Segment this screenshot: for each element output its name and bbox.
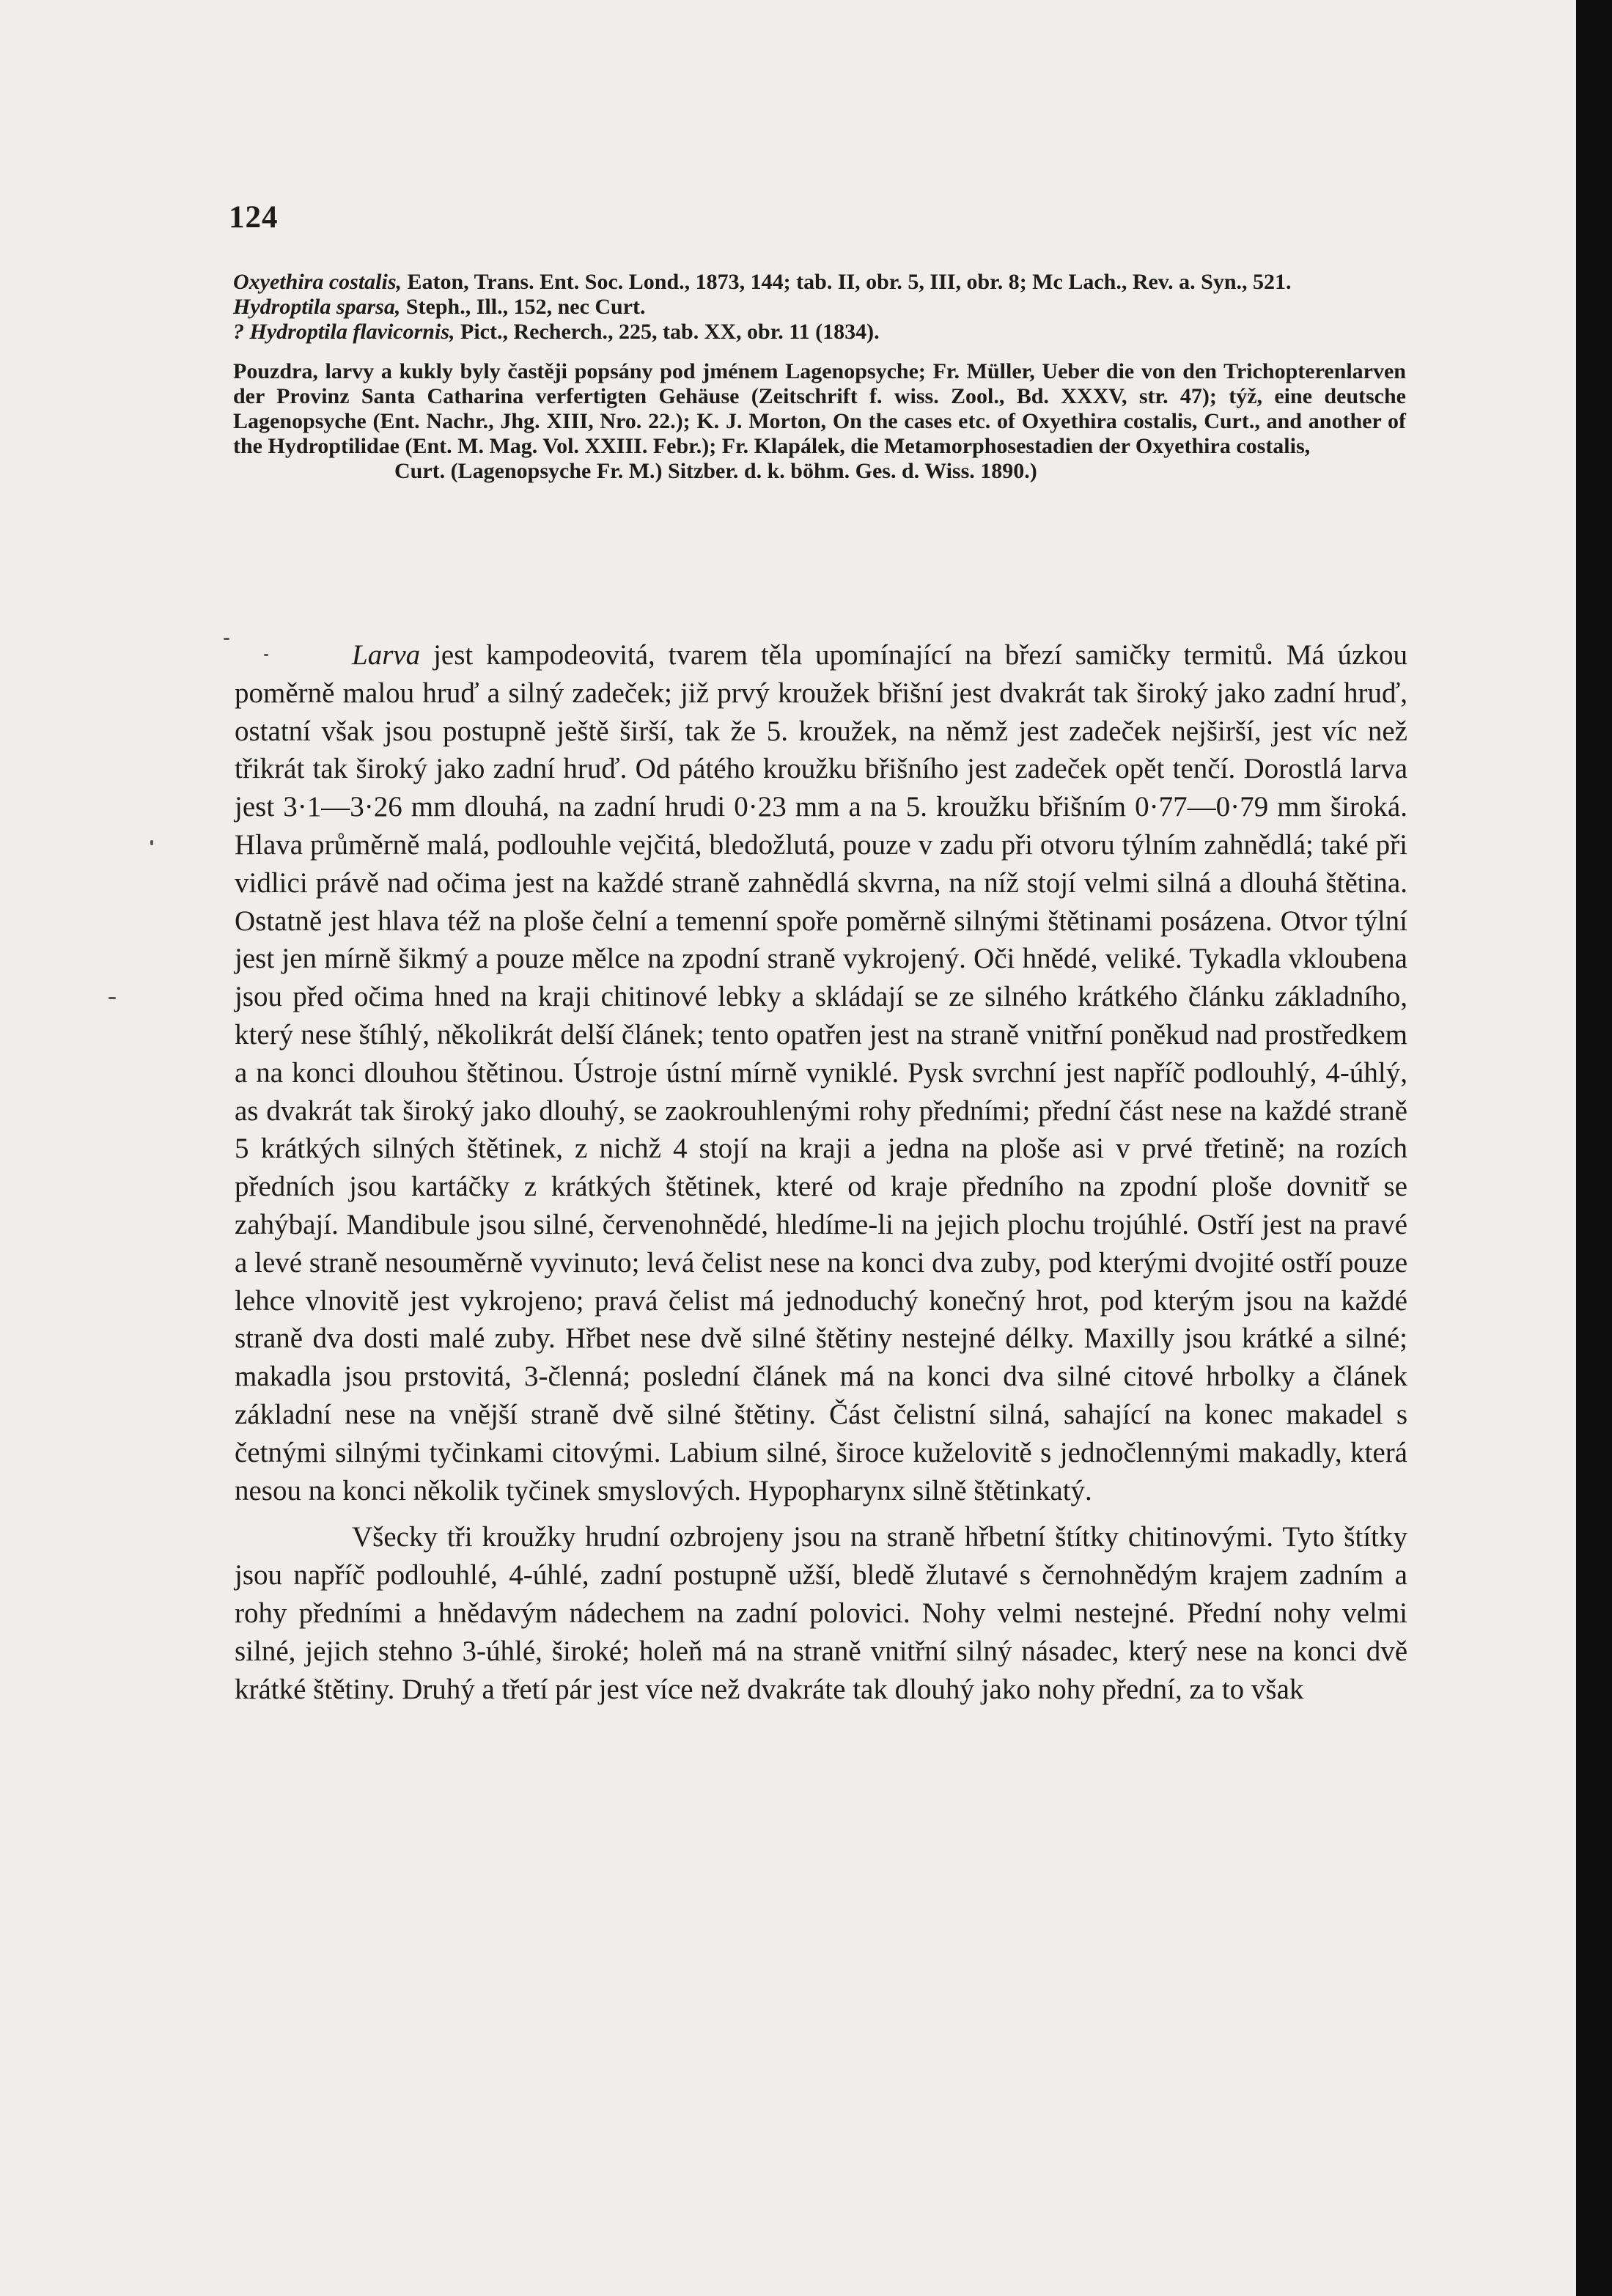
reference-entry [233,270,1406,295]
scan-speck [150,840,153,845]
main-text [235,636,1407,1708]
scan-speck [264,654,268,656]
scan-speck [224,638,229,640]
reference-entry [233,295,1406,320]
species-name: Hydroptila sparsa, [233,295,401,319]
reference-text: Eaton, Trans. Ent. Soc. Lond., 1873, 144; tab. II, obr. 5, III, obr. 8; Mc Lach., Rev. a. Syn., 521. [402,270,1292,294]
paragraph-thorax: Všecky tři kroužky hrudní ozbrojeny jsou na straně hřbetní štítky chitinovými. Tyto štítky jsou napříč podlouhlé, 4-úhlé, zadní postupně užší, bledě žlutavé s černohnědým krajem zadním a rohy předními a hnědavým nádechem na zadní polovici. Nohy velmi nestejné. Přední nohy velmi silné, jejich stehno 3-úhlé, široké; holeň má na straně vnitřní silný násadec, který nese na konci dvě krátké štětiny. Druhý a třetí pár jest více než dvakráte tak dlouhý jako nohy přední, za to však [235,1521,1407,1705]
scan-speck [108,997,116,999]
reference-text: Pict., Recherch., 225, tab. XX, obr. 11 (1834). [454,320,880,344]
species-name: Oxyethira costalis, [233,270,402,294]
lead-word: Larva [352,639,421,671]
references-block [233,270,1406,484]
species-name: ? Hydroptila flavicornis, [233,320,455,344]
literature-notes-text: Pouzdra, larvy a kukly byly častěji popsány pod jménem Lagenopsyche; Fr. Müller, Ueber die von den Trichopterenlarven der Provinz Santa Catharina verfertigten Gehäuse (Zeitschrift f. wiss. Zool., Bd. XXXV, str. 47); týž, eine deutsche Lagenopsyche (Ent. Nachr., Jhg. XIII, Nro. 22.); K. J. Morton, On the cases etc. of Oxyethira costalis, Curt., and another of the Hydroptilidae (Ent. M. Mag. Vol. XXIII. Febr.); Fr. Klapálek, die Metamorphosestadien der Oxyethira costalis, [233,359,1406,458]
scan-border [1576,0,1612,2296]
literature-notes-last-line: Curt. (Lagenopsyche Fr. M.) Sitzber. d. k. böhm. Ges. d. Wiss. 1890.) [394,459,1037,483]
page-number: 124 [229,200,279,235]
paragraph-larva [235,636,1407,1509]
reference-entry [233,320,1406,345]
paragraph-text: jest kampodeovitá, tvarem těla upomínající na březí samičky termitů. Má úzkou poměrně malou hruď a silný zadeček; již prvý kroužek břišní jest dvakrát tak široký jako zadní hruď, ostatní však jsou postupně ještě širší, tak že 5. kroužek, na němž jest zadeček nejširší, jest víc než třikrát tak široký jako zadní hruď. Od pátého kroužku břišního jest zadeček opět tenčí. Dorostlá larva jest 3·1—3·26 mm dlouhá, na zadní hrudi 0·23 mm a na 5. kroužku břišním 0·77—0·79 mm široká. Hlava průměrně malá, podlouhle vejčitá, bledožlutá, pouze v zadu při otvoru týlním zahnědlá; také při vidlici právě nad očima jest na každé straně zahnědlá skvrna, na níž stojí velmi silná a dlouhá štětina. Ostatně jest hlava též na ploše čelní a temenní spoře poměrně silnými štětinami posázena. Otvor týlní jest jen mírně šikmý a pouze mělce na zpodní straně vykrojený. Oči hnědé, veliké. Tykadla vkloubena jsou před očima hned na kraji chitinové lebky a skládají se ze silného krátkého článku základního, který nese štíhlý, několikrát delší článek; tento opatřen jest na straně vnitřní poněkud nad prostředkem a na konci dlouhou štětinou. Ústroje ústní mírně vyniklé. Pysk svrchní jest napříč podlouhlý, 4-úhlý, as dvakrát tak široký jako dlouhý, se zaokrouhlenými rohy předními; přední část nese na každé straně 5 krátkých silných štětinek, z nichž 4 stojí na kraji a jedna na ploše asi v prvé třetině; na rozích předních jsou kartáčky z krátkých štětinek, které od kraje předního na zpodní ploše dovnitř se zahýbají. Mandibule jsou silné, červenohnědé, hledíme-li na jejich plochu trojúhlé. Ostří jest na pravé a levé straně nesouměrně vyvinuto; levá čelist nese na konci dva zuby, pod kterými dvojité ostří pouze lehce vlnovitě jest vykrojeno; pravá čelist má jednoduchý konečný hrot, pod kterým jsou na každé straně dva dosti malé zuby. Hřbet nese dvě silné štětiny nestejné délky. Maxilly jsou krátké a silné; makadla jsou prstovitá, 3-členná; poslední článek má na konci dva silné citové hrbolky a článek základní nese na vnější straně dvě silné štětiny. Část čelistní silná, sahající na konec makadel s četnými silnými tyčinkami citovými. Labium silné, široce kuželovitě s jednočlennými makadly, která nesou na konci několik tyčinek smyslových. Hypopharynx silně štětinkatý. [235,639,1407,1506]
reference-text: Steph., Ill., 152, nec Curt. [400,295,646,319]
literature-notes [233,359,1406,484]
